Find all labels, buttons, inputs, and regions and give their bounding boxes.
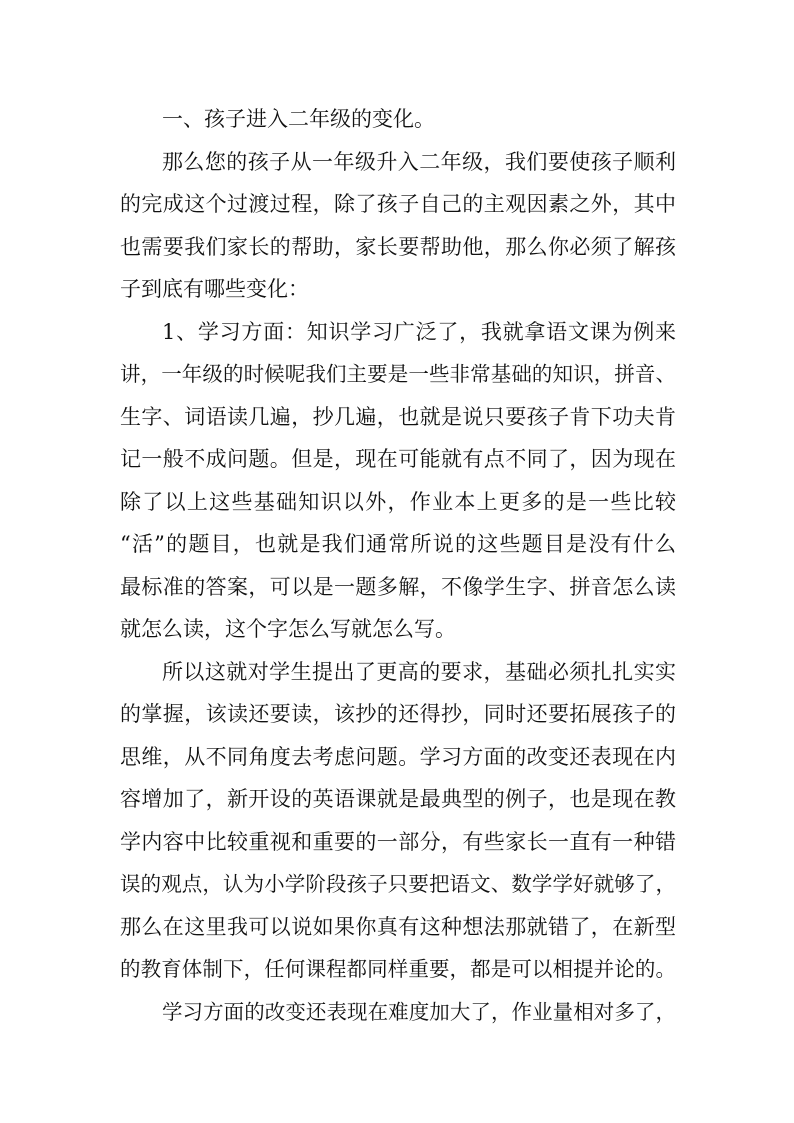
paragraph-line: 最标准的答案，可以是一题多解，不像学生字、拼音怎么读 <box>120 575 676 599</box>
paragraph-line: 记一般不成问题。但是，现在可能就有点不同了，因为现在 <box>120 447 676 471</box>
paragraph-line: 的掌握，该读还要读，该抄的还得抄，同时还要拓展孩子的 <box>120 702 676 726</box>
paragraph-line: “活”的题目，也就是我们通常所说的这些题目是没有什么 <box>120 532 676 556</box>
paragraph-line: 思维，从不同角度去考虑问题。学习方面的改变还表现在内 <box>120 745 676 769</box>
paragraph-line: 所以这就对学生提出了更高的要求，基础必须扎扎实实 <box>162 660 676 684</box>
paragraph-line: 的完成这个过渡过程，除了孩子自己的主观因素之外，其中 <box>120 192 676 216</box>
paragraph-line: 那么您的孩子从一年级升入二年级，我们要使孩子顺利 <box>162 150 676 174</box>
paragraph-line: 学内容中比较重视和重要的一部分，有些家长一直有一种错 <box>120 830 676 854</box>
paragraph-line: 子到底有哪些变化： <box>120 277 309 301</box>
paragraph-line: 的教育体制下，任何课程都同样重要，都是可以相提并论的。 <box>120 957 676 981</box>
paragraph-line: 误的观点，认为小学阶段孩子只要把语文、数学学好就够了， <box>120 872 676 896</box>
paragraph-line: 就怎么读，这个字怎么写就怎么写。 <box>120 617 456 641</box>
paragraph-line: 那么在这里我可以说如果你真有这种想法那就错了，在新型 <box>120 915 676 939</box>
section-heading: 一、孩子进入二年级的变化。 <box>162 107 435 131</box>
paragraph-line: 除了以上这些基础知识以外，作业本上更多的是一些比较 <box>120 490 676 514</box>
paragraph-line: 1、学习方面：知识学习广泛了，我就拿语文课为例来 <box>162 320 676 344</box>
paragraph-line: 也需要我们家长的帮助，家长要帮助他，那么你必须了解孩 <box>120 235 676 259</box>
paragraph-line: 生字、词语读几遍，抄几遍，也就是说只要孩子肯下功夫肯 <box>120 405 676 429</box>
paragraph-line: 容增加了，新开设的英语课就是最典型的例子，也是现在教 <box>120 787 676 811</box>
paragraph-line: 学习方面的改变还表现在难度加大了，作业量相对多了， <box>162 1000 676 1024</box>
paragraph-line: 讲，一年级的时候呢我们主要是一些非常基础的知识，拼音、 <box>120 362 676 386</box>
